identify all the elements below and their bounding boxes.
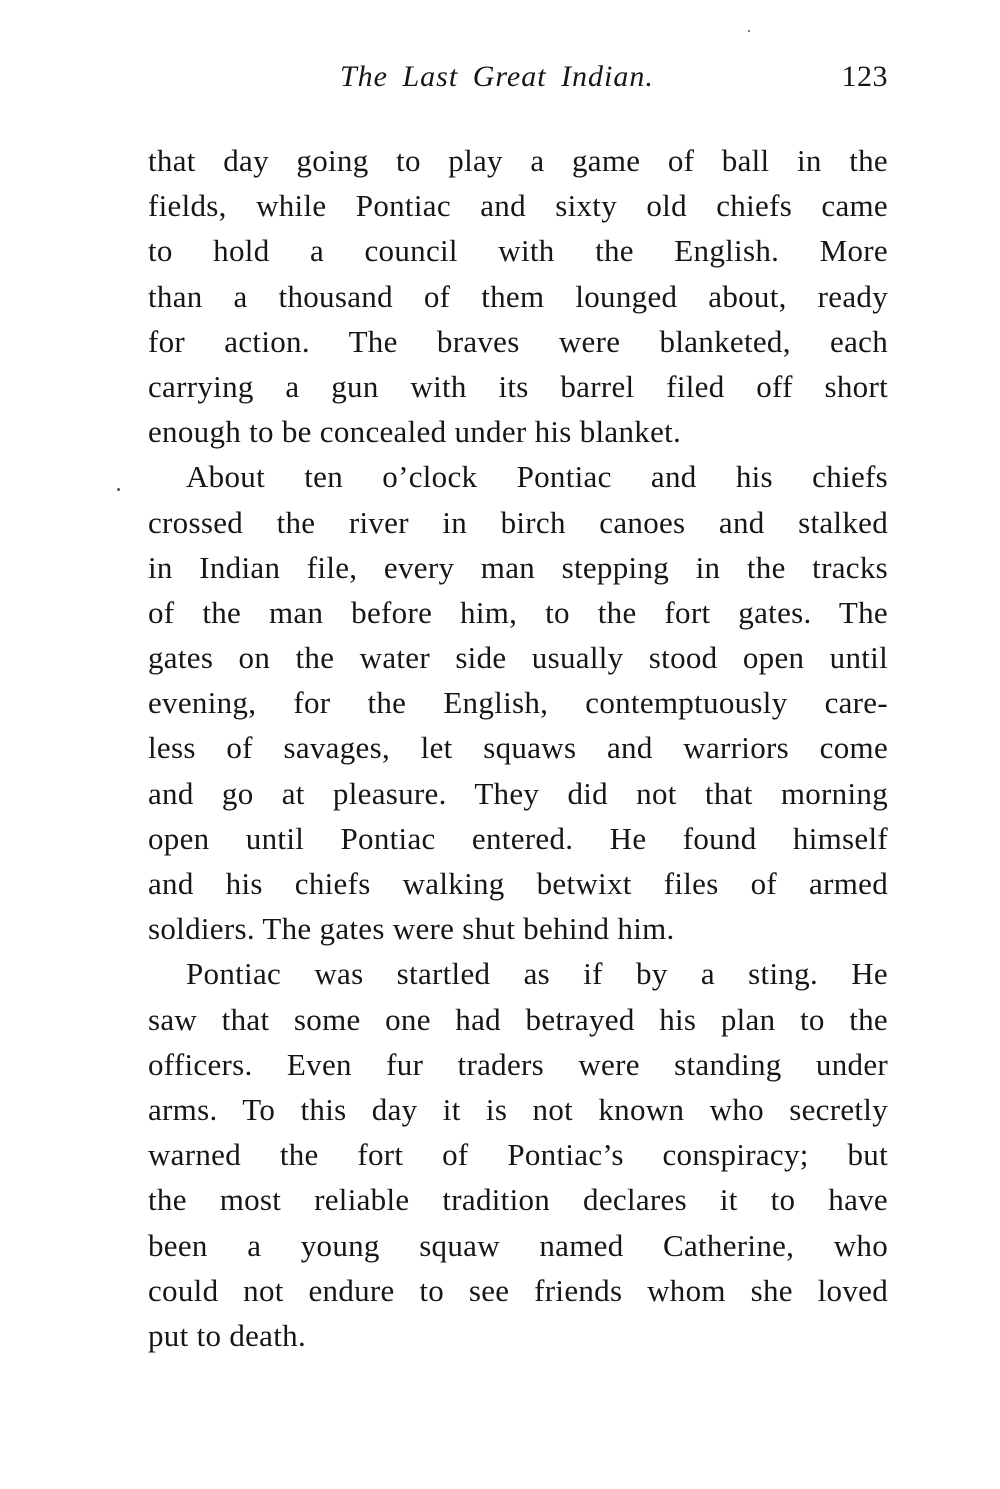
text-line: About ten o’clock Pontiac and his chiefs [186, 459, 888, 495]
text-line: of the man before him, to the fort gates. The [148, 594, 888, 630]
text-line: to hold a council with the English. More [148, 233, 888, 269]
text-line: Pontiac was startled as if by a sting. He [186, 956, 888, 992]
text-line: for action. The braves were blanketed, each [148, 323, 888, 359]
scan-speck [117, 488, 120, 491]
text-line: and go at pleasure. They did not that morning [148, 775, 888, 811]
text-line: put to death. [148, 1317, 307, 1353]
text-line: less of savages, let squaws and warriors come [148, 730, 888, 766]
text-line: could not endure to see friends whom she loved [148, 1272, 888, 1308]
scan-speck [748, 30, 750, 32]
text-line: evening, for the English, contemptuously care- [148, 685, 888, 721]
text-line: arms. To this day it is not known who secretly [148, 1091, 888, 1127]
running-title: The Last Great Indian. [340, 60, 654, 93]
text-line: carrying a gun with its barrel filed off short [148, 368, 888, 404]
text-line: in Indian file, every man stepping in the tracks [148, 549, 888, 585]
text-line: the most reliable tradition declares it to have [148, 1182, 888, 1218]
text-line: fields, while Pontiac and sixty old chiefs came [148, 188, 888, 224]
paragraph [148, 138, 888, 454]
text-line: open until Pontiac entered. He found himself [148, 820, 888, 856]
text-line: than a thousand of them lounged about, ready [148, 278, 888, 314]
text-line: saw that some one had betrayed his plan to the [148, 1001, 888, 1037]
text-line: officers. Even fur traders were standing under [148, 1046, 888, 1082]
text-line: been a young squaw named Catherine, who [148, 1227, 888, 1263]
paragraph [148, 951, 888, 1358]
text-line: and his chiefs walking betwixt files of armed [148, 866, 888, 901]
text-line: crossed the river in birch canoes and stalked [148, 504, 888, 540]
text-line: that day going to play a game of ball in the [148, 143, 888, 178]
page-number: 123 [841, 60, 888, 93]
body-text [148, 138, 888, 1358]
running-header [148, 60, 888, 100]
text-line: warned the fort of Pontiac’s conspiracy; but [148, 1137, 888, 1173]
text-line: gates on the water side usually stood open until [148, 640, 888, 676]
text-line: enough to be concealed under his blanket. [148, 414, 682, 450]
paragraph [148, 454, 888, 951]
text-line: soldiers. The gates were shut behind him. [148, 911, 675, 947]
